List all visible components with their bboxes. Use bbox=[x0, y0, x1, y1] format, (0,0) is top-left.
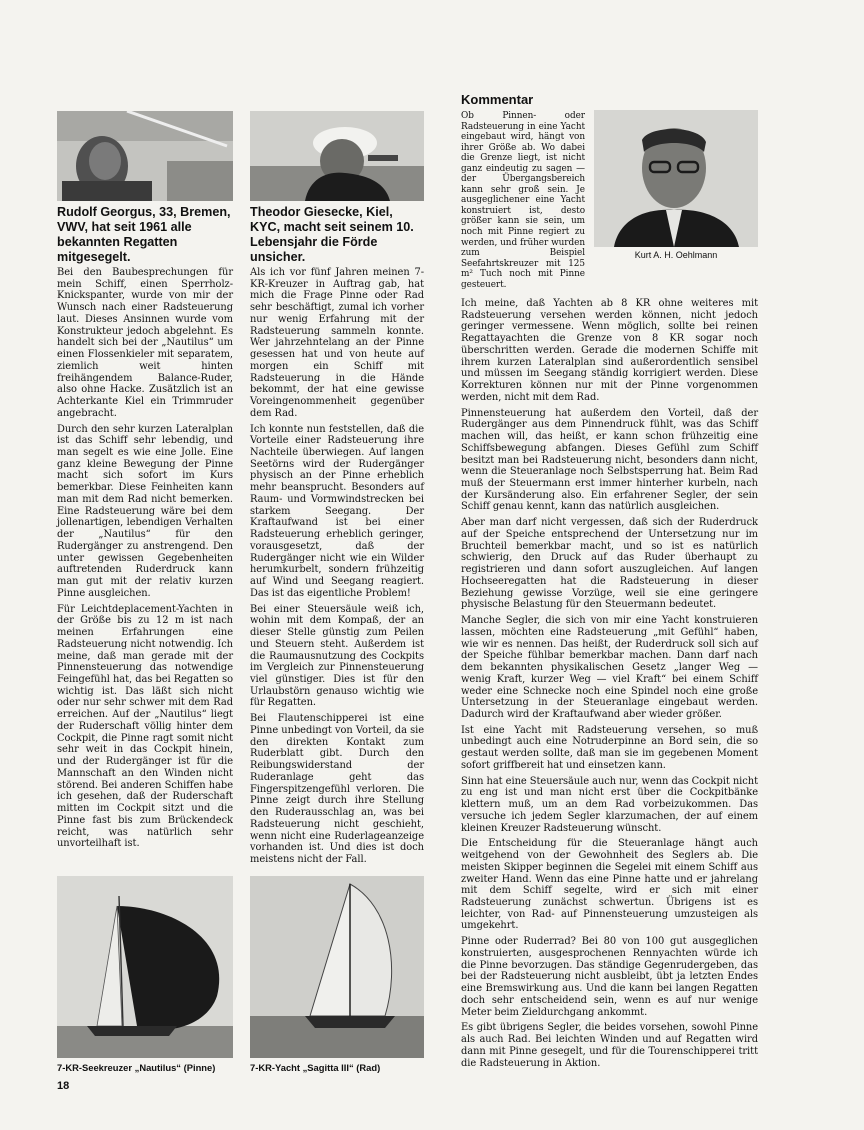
caption-nautilus-photo: 7-KR-Seekreuzer „Nautilus“ (Pinne) bbox=[57, 1062, 216, 1073]
photo-theodor-giesecke bbox=[250, 111, 424, 201]
caption-sagitta-photo: 7-KR-Yacht „Sagitta III“ (Rad) bbox=[250, 1062, 381, 1073]
caption-theodor-giesecke: Theodor Giesecke, Kiel, KYC, macht seit seinem 10. Lebensjahr die Förde unsicher. bbox=[250, 205, 414, 264]
column3-paragraph: Die Entscheidung für die Steueranlage hängt auch weitgehend von der Gewohnheit des Seglers ab. Die meisten Skipper beginnen die Segelei mit einem Schiff aus zweiter Hand. Wenn das eine Pinne hatte und er jahrelang mit dem Schiff segelte, wird er sich mit einer Radsteuerung zunächst schwertun. Übrigens ist es leichter, von Rad- auf Pinnensteuerung umzusteigen als umgekehrt. bbox=[461, 838, 758, 932]
column2-body bbox=[250, 267, 424, 870]
portrait-caption: Kurt A. H. Oehlmann bbox=[634, 250, 718, 260]
column3-body bbox=[461, 298, 758, 1073]
photo-nautilus bbox=[57, 876, 233, 1058]
column3-paragraph: Pinne oder Ruderrad? Bei 80 von 100 gut ausgeglichen konstruierten, ausgesprochenen Rennyachten würde ich die Pinne bevorzugen. Das ständige Gegenrudergeben, das bei der Radsteuerung nicht ausbleibt, übt ja letzten Endes eine Bremswirkung aus. Und die kann bei langen Regatten doch sehr entscheidend sein, wenn es auf nur wenige Meter beim Zieldurchgang ankommt. bbox=[461, 936, 758, 1018]
column3-paragraph: Ist eine Yacht mit Radsteuerung versehen, so muß unbedingt auch eine Notruderpinne an Bord sein, die so gestaut werden sollte, daß man sie im gegebenen Moment sofort griffbereit hat und einsetzen kann. bbox=[461, 724, 758, 771]
kommentar-intro: Ob Pinnen- oder Radsteuerung in eine Yacht eingebaut wird, hängt von ihrer Größe ab. Wo dabei die Grenze liegt, ist nicht ganz eindeutig zu sagen — der Übergangsbereich kann sehr groß sein. Je ausgeglichener eine Yacht konstruiert ist, desto größer kann sie sein, um noch mit Pinne regiert zu werden, und früher wurden zum Beispiel Seefahrtskreuzer mit 125 m² Tuch noch mit Pinne gesteuert. bbox=[461, 111, 585, 290]
column1-paragraph: Bei den Baubesprechungen für mein Schiff, einen Sperrholz-Knickspanter, wurde von mir der Wunsch nach einer Radsteuerung laut. Dieses Ansinnen wurde vom Konstrukteur jedoch abgelehnt. Es handelt sich bei der „Nautilus“ um einen Flossenkieler mit separatem, ziemlich weit hinten freihängendem Balance-Ruder, also ohne Hacke. Zusätzlich ist an Achterkante Kiel ein Trimmruder angebracht. bbox=[57, 267, 233, 419]
photo-rudolf-georgus bbox=[57, 111, 233, 201]
column3-paragraph: Manche Segler, die sich von mir eine Yacht konstruieren lassen, möchten eine Radsteuerung „mit Gefühl“ haben, wie wir es nennen. Das heißt, der Ruderdruck soll sich auf der Speiche fühlbar bemerkbar machen. Dann darf nach dem bekannten physikalischen Gesetz „langer Weg — wenig Kraft, kurzer Weg — viel Kraft“ bei einem Schiff weder eine Schnecke noch eine Spindel noch eine große Untersetzung in der Steueranlage eingebaut werden. Dadurch wird der Kraftaufwand aber wieder größer. bbox=[461, 615, 758, 720]
photo-sagitta bbox=[250, 876, 424, 1058]
column3-paragraph: Pinnensteuerung hat außerdem den Vorteil, daß der Rudergänger aus dem Pinnendruck fühlt, was das Schiff machen will, das heißt, er kann schon frühzeitig eine Schiffsbewegung abfangen. Dieses Gefühl zum Schiff besitzt man bei Radsteuerung nicht, besonders dann nicht, wenn die Steueranlage noch Selbstsperrung hat. Beim Rad muß der Steuermann erst immer hinterher kurbeln, nach der Kursänderung also. Ein erfahrener Segler, der sein Schiff genau kennt, kann das natürlich ausgleichen. bbox=[461, 407, 758, 513]
column1-body bbox=[57, 267, 233, 854]
column2-paragraph: Bei einer Steuersäule weiß ich, wohin mit dem Kompaß, der an dieser Stelle günstig zum Peilen und Steuern steht. Außerdem ist die Raumausnutzung des Cockpits im Vergleich zur Pinnensteuerung viel günstiger. Dies ist für den Urlaubstörn genauso wichtig wie für Regatten. bbox=[250, 603, 424, 709]
column2-paragraph: Ich konnte nun feststellen, daß die Vorteile einer Radsteuerung ihre Nachteile überwiegen. Auf langen Seetörns wird der Rudergänger physisch an der Pinne erheblich mehr beansprucht. Besonders auf Raum- und Vormwindstrecken bei starkem Seegang. Der Kraftaufwand ist bei einer Radsteuerung erheblich geringer, vorausgesetzt, daß der Rudergänger nicht wie ein Wilder herumkurbelt, sondern frühzeitig auf Wind und Seegang reagiert. Das ist das eigentliche Problem! bbox=[250, 423, 424, 599]
column3-paragraph: Sinn hat eine Steuersäule auch nur, wenn das Cockpit nicht zu eng ist und man nicht erst über die Cockpitbänke klettern muß, um an dem Rad vorbeizukommen. Das versuche ich jedem Segler klarzumachen, der auf einem kleinen Kreuzer Radsteuerung wünscht. bbox=[461, 775, 758, 834]
column2-paragraph: Als ich vor fünf Jahren meinen 7-KR-Kreuzer in Auftrag gab, hat mich die Frage Pinne oder Rad sehr beschäftigt, zumal ich vorher nur wenig Erfahrung mit der Radsteuerung sammeln konnte. Wer jahrzehntelang an der Pinne gesessen hat und von heute auf morgen ein Schiff mit Radsteuerung in die Hände bekommt, der hat eine gewisse Voreingenommenheit gegenüber dem Rad. bbox=[250, 267, 424, 419]
column1-paragraph: Für Leichtdeplacement-Yachten in der Größe bis zu 12 m ist nach meinen Erfahrungen eine Radsteuerung nicht notwendig. Ich meine, daß man gerade mit der Pinnensteuerung das notwendige Feingefühl hat, das bei Regatten so wichtig ist. Das läßt sich nicht oder nur sehr schwer mit dem Rad erreichen. Auf der „Nautilus“ liegt der Ruderschaft völlig hinter dem Cockpit, die Pinne ragt somit nicht sehr weit in das Cockpit hinein, und der Rudergänger ist für die Mannschaft an den Winden nicht störend. Bei anderen Schiffen habe ich gesehen, daß der Ruderschaft mitten im Cockpit sitzt und die Pinne fast bis zum Brückendeck reicht, was natürlich sehr unvorteilhaft ist. bbox=[57, 603, 233, 850]
column3-paragraph: Ich meine, daß Yachten ab 8 KR ohne weiteres mit Radsteuerung versehen werden können, nicht jedoch geringer vermessene. Wenn möglich, sollte bei reinen Regattayachten die Grenze von 8 KR sogar noch überschritten werden. Gerade die modernen Schiffe mit ihrem kurzen Lateralplan sind außerordentlich sensibel und müssen im Seegang ständig korrigiert werden. Diese Korrekturen können nur mit der Pinne vorgenommen werden, nicht mit dem Rad. bbox=[461, 298, 758, 403]
column2-paragraph: Bei Flautenschipperei ist eine Pinne unbedingt von Vorteil, da sie den direkten Kontakt zum Ruderblatt gibt. Durch den Reibungswiderstand der Ruderanlage geht das Fingerspitzengefühl verloren. Die Pinne zeigt durch ihre Stellung den Ruderausschlag an, was bei Radsteuerung nicht geschieht, wenn nicht eine Ruderlageanzeige vorhanden ist. Und dies ist doch meistens nicht der Fall. bbox=[250, 713, 424, 865]
column3-paragraph: Es gibt übrigens Segler, die beides vorsehen, sowohl Pinne als auch Rad. Bei leichten Winden und auf Regatten wird dann mit Pinne gesegelt, und für die Tourenschipperei tritt die Radsteuerung in Aktion. bbox=[461, 1022, 758, 1069]
caption-rudolf-georgus: Rudolf Georgus, 33, Bremen, VWV, hat seit 1961 alle bekannten Regatten mitgesegelt. bbox=[57, 205, 231, 264]
kommentar-heading: Kommentar bbox=[461, 92, 534, 107]
page-number: 18 bbox=[57, 1080, 70, 1092]
portrait-kurt-oehlmann bbox=[594, 110, 758, 247]
column1-paragraph: Durch den sehr kurzen Lateralplan ist das Schiff sehr lebendig, und man segelt es wie eine Jolle. Eine ganz kleine Bewegung der Pinne macht sich sofort im Kurs bemerkbar. Diese Feinheiten kann man mit dem Rad nicht bemerken. Eine Radsteuerung wäre bei dem jollenartigen, lebendigen Verhalten der „Nautilus“ für den Rudergänger zu anstrengend. Den unter gewissen Gegebenheiten auftretenden Ruderdruck kann man gut mit der relativ kurzen Pinne ausgleichen. bbox=[57, 423, 233, 599]
column3-paragraph: Aber man darf nicht vergessen, daß sich der Ruderdruck auf der Speiche entsprechend der Untersetzung nur im Bruchteil bemerkbar macht, und so ist es natürlich schwierig, den Druck auf das Ruder überhaupt zu registrieren und dann sofort auszugleichen. Auf langen Hochseeregatten hat die Radsteuerung in dieser Beziehung gewisse Vorzüge, weil sie eine geringere physische Belastung für den Steuermann bedeutet. bbox=[461, 517, 758, 611]
